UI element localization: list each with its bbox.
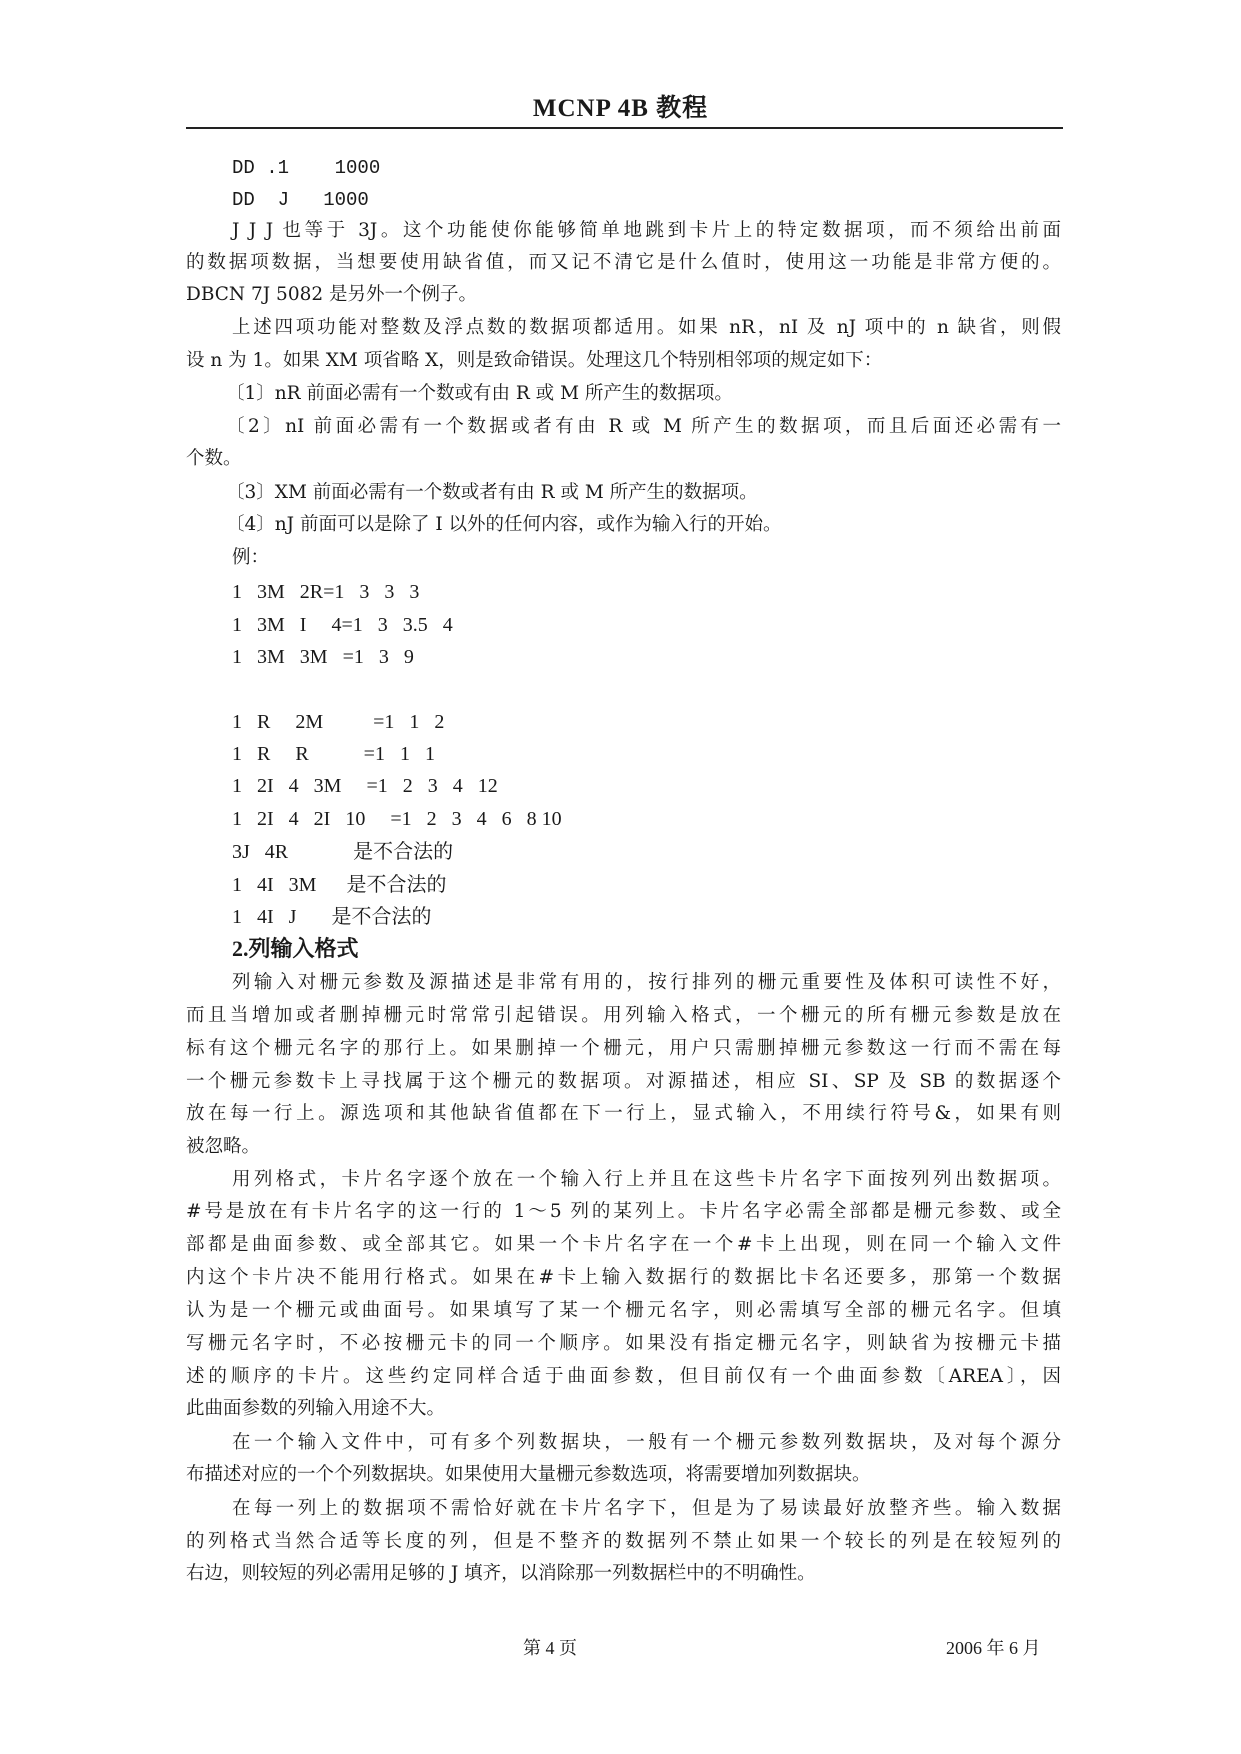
example-line: 1 4I J 是不合法的: [232, 906, 432, 928]
paragraph-line: 放在每一行上。源选项和其他缺省值都在下一行上，显式输入，不用续行符号&，如果有则: [186, 1103, 1061, 1124]
rule-item: 〔2〕nI 前面必需有一个数据或者有由 R 或 M 所产生的数据项，而且后面还必需有一: [226, 416, 1061, 437]
paragraph-line: 列输入对栅元参数及源描述是非常有用的，按行排列的栅元重要性及体积可读性不好，: [232, 972, 1061, 993]
example-line: 1 R R =1 1 1: [232, 743, 435, 765]
paragraph-line: 在一个输入文件中，可有多个列数据块，一般有一个栅元参数列数据块，及对每个源分: [232, 1432, 1061, 1453]
example-line: 1 2I 4 3M =1 2 3 4 12: [232, 775, 498, 797]
example-label: 例：: [232, 547, 270, 568]
paragraph-line: 设 n 为 1。如果 XM 项省略 X，则是致命错误。处理这几个特别相邻项的规定如下：: [186, 350, 883, 371]
section-heading: 2.列输入格式: [232, 936, 359, 961]
example-line: 1 4I 3M 是不合法的: [232, 874, 447, 896]
paragraph-line: 布描述对应的一个个列数据块。如果使用大量栅元参数选项，将需要增加列数据块。: [186, 1464, 871, 1485]
paragraph-line: 上述四项功能对整数及浮点数的数据项都适用。如果 nR，nI 及 nJ 项中的 n 缺省，则假: [232, 317, 1061, 338]
paragraph-line: 的列格式当然合适等长度的列，但是不整齐的数据列不禁止如果一个较长的列是在较短列的: [186, 1531, 1061, 1552]
paragraph-line: 右边，则较短的列必需用足够的 J 填齐，以消除那一列数据栏中的不明确性。: [186, 1563, 816, 1584]
paragraph-line: 被忽略。: [186, 1136, 261, 1157]
paragraph-line: 内这个卡片决不能用行格式。如果在#卡上输入数据行的数据比卡名还要多，那第一个数据: [186, 1267, 1061, 1288]
code-line: DD J 1000: [232, 189, 369, 211]
example-line: 1 3M 2R=1 3 3 3: [232, 581, 420, 603]
page-header-title: MCNP 4B 教程: [532, 95, 709, 122]
rule-item: 〔3〕XM 前面必需有一个数或者有由 R 或 M 所产生的数据项。: [226, 482, 758, 503]
rule-item: 个数。: [186, 448, 242, 469]
paragraph-line: 此曲面参数的列输入用途不大。: [186, 1398, 446, 1419]
footer-date: 2006 年 6 月: [946, 1638, 1041, 1658]
paragraph-line: 认为是一个栅元或曲面号。如果填写了某一个栅元名字，则必需填写全部的栅元名字。但填: [186, 1300, 1061, 1321]
header-rule: [186, 127, 1063, 129]
paragraph-line: 标有这个栅元名字的那行上。如果删掉一个栅元，用户只需删掉栅元参数这一行而不需在每: [186, 1038, 1061, 1059]
page-number: 第 4 页: [523, 1638, 577, 1658]
example-line: 1 3M 3M =1 3 9: [232, 646, 414, 668]
paragraph-line: J J J 也等于 3J。这个功能使你能够简单地跳到卡片上的特定数据项，而不须给出前面: [232, 220, 1061, 241]
paragraph-line: 写栅元名字时，不必按栅元卡的同一个顺序。如果没有指定栅元名字，则缺省为按栅元卡描: [186, 1333, 1061, 1354]
paragraph-line: 述的顺序的卡片。这些约定同样合适于曲面参数，但目前仅有一个曲面参数〔AREA〕，因: [186, 1366, 1061, 1387]
code-line: DD .1 1000: [232, 157, 381, 179]
rule-item: 〔4〕nJ 前面可以是除了 I 以外的任何内容，或作为输入行的开始。: [226, 514, 782, 535]
example-line: 1 2I 4 2I 10 =1 2 3 4 6 8 10: [232, 808, 562, 830]
example-line: 1 3M I 4=1 3 3.5 4: [232, 614, 453, 636]
paragraph-line: 一个栅元参数卡上寻找属于这个栅元的数据项。对源描述，相应 SI、SP 及 SB 的数据逐个: [186, 1071, 1061, 1092]
paragraph-line: 用列格式，卡片名字逐个放在一个输入行上并且在这些卡片名字下面按列列出数据项。: [232, 1169, 1061, 1190]
paragraph-line: #号是放在有卡片名字的这一行的 1～5 列的某列上。卡片名字必需全部都是栅元参数、或全: [186, 1201, 1061, 1222]
rule-item: 〔1〕nR 前面必需有一个数或有由 R 或 M 所产生的数据项。: [226, 383, 733, 404]
paragraph-line: 的数据项数据，当想要使用缺省值，而又记不清它是什么值时，使用这一功能是非常方便的。: [186, 252, 1061, 273]
paragraph-line: 在每一列上的数据项不需恰好就在卡片名字下，但是为了易读最好放整齐些。输入数据: [232, 1498, 1061, 1519]
paragraph-line: 而且当增加或者删掉栅元时常常引起错误。用列输入格式，一个栅元的所有栅元参数是放在: [186, 1005, 1061, 1026]
example-line: 1 R 2M =1 1 2: [232, 711, 445, 733]
paragraph-line: 部都是曲面参数、或全部其它。如果一个卡片名字在一个#卡上出现，则在同一个输入文件: [186, 1234, 1061, 1255]
paragraph-line: DBCN 7J 5082 是另外一个例子。: [186, 284, 478, 305]
example-line: 3J 4R 是不合法的: [232, 841, 454, 863]
